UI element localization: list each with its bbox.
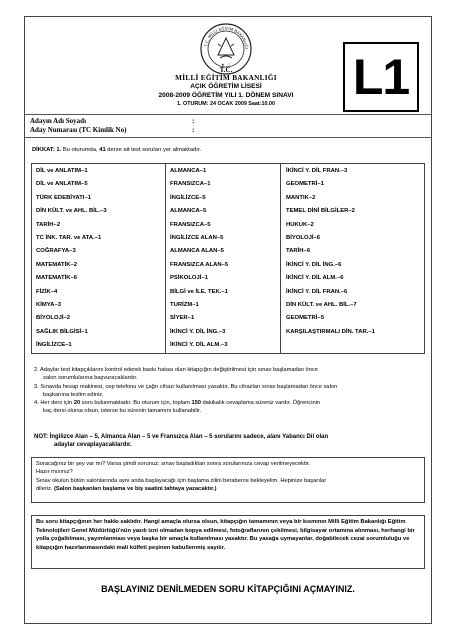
subject-item: DİN KÜLT. ve AHL. BİL.–7	[286, 302, 357, 308]
note-2-text: 2. Adaylar test kitapçıklarını kontrol ederek baskı hatası olan kitapçığın değiştirilmesi için sınav başlamadan önce	[34, 367, 318, 373]
subject-item: FRANSIZCA–1	[170, 181, 211, 188]
dikkat-text-b: derse ait test soruları yer almaktadır.	[105, 147, 202, 153]
subject-item: İKİNCİ Y. DİL İNG.–3	[170, 328, 226, 335]
footer-warning: BAŞLAYINIZ DENİLMEDEN SORU KİTAPÇIĞINI AÇMAYINIZ.	[101, 584, 355, 594]
language-note-line-2: adaylar cevaplayacaklardır.	[54, 442, 132, 448]
note-3-cont: başkanına teslim ediniz.	[43, 391, 104, 398]
subject-item: İNGİLİZCE ALAN–5	[170, 235, 224, 241]
student-number-row[interactable]	[30, 126, 195, 134]
subject-item: SAĞLIK BİLGİSİ–1	[36, 328, 88, 335]
language-note	[34, 433, 414, 449]
subject-item: İKİNCİ Y. DİL ALM.–3	[170, 342, 228, 349]
subject-item: COĞRAFYA–3	[36, 248, 76, 255]
subject-item: FRANSIZCA–5	[170, 221, 211, 228]
note-4-minutes: 150	[191, 400, 201, 407]
note-4-b: soru bulunmaktadır. Bu oturum için, toplam	[80, 400, 192, 407]
subject-item: TC İNK. TAR. ve ATA.–1	[36, 235, 102, 241]
subject-item: BİLGİ ve İLE. TEK.–1	[170, 288, 228, 295]
dikkat-text-a: Bu oturumda,	[61, 147, 100, 153]
language-note-line-1: NOT: İngilizce Alan – 5, Almanca Alan – 5 ve Fransızca Alan – 5 sorularını sadece, alanı Yabancı Dil olan	[34, 434, 329, 440]
subject-item: DİL ve ANLATIM–5	[36, 181, 88, 188]
question-box	[31, 457, 425, 503]
note-4-a: 4. Her ders için	[34, 400, 74, 407]
subject-item: TÜRK EDEBİYATI–1	[36, 194, 91, 201]
question-line-1: Soracağınız bir şey var mı? Varsa şimdi sorunuz; sınav başladıktan sonra sorularınıza cevap verilmeyecektir.	[36, 461, 310, 467]
note-4-count: 20	[73, 400, 81, 407]
question-line-2: Hazır mısınız?	[36, 469, 73, 476]
subject-item: İKİNCİ Y. DİL FRAN.–6	[286, 288, 348, 295]
subject-item: GEOMETRİ–5	[286, 315, 324, 322]
svg-text:☾: ☾	[228, 62, 232, 67]
note-2-cont: salon sorumlularına başvuracaklardır.	[43, 375, 138, 382]
subject-item: MATEMATİK–2	[36, 261, 78, 268]
header-session: 1. OTURUM: 24 OCAK 2009 Saat:10.00	[177, 101, 275, 107]
dikkat-line	[32, 147, 201, 153]
instructions	[34, 366, 420, 416]
question-line-3: Sınav okulun bütün salonlarında aynı anda başlayacağı için başlama zilini beraberce bekleyelim. Hepinize başarılar	[36, 477, 327, 484]
svg-text:★: ★	[221, 62, 225, 67]
note-4	[34, 399, 420, 407]
student-divider	[24, 137, 432, 138]
subject-item: ALMANCA ALAN–5	[170, 248, 224, 255]
student-name-label: Adayın Adı Soyadı	[30, 117, 87, 125]
copyright-text: Bu soru kitapçığının her hakkı saklıdır. Hangi amaçla olursa olsun, kitapçığın tamamının veya bir kısmının Milli Eğitim Bakanlığı Eğitim Teknolojileri Genel Müdürlüğü'nün yazılı izni olmadan kopya edilmesi, fotoğraflarının çekilmesi, bilgisayar ortamına alınması, herhangi bir yolla çoğaltılması, yayımlanması veya başka bir amaçla kullanılması yasaktır. Bu yasağa uymayanlar, doğabilecek cezai sorumluluğu ve kitapçığın hazırlanmasındaki mali külfeti peşinen kabullenmiş sayılır.	[36, 519, 415, 551]
header-divider	[24, 114, 432, 115]
subject-item: MATEMATİK–6	[36, 275, 78, 282]
subject-item: KARŞILAŞTIRMALI DİN. TAR.–1	[286, 328, 375, 335]
header-tc: T.C.	[219, 66, 233, 74]
subject-item: HUKUK–2	[286, 221, 314, 228]
subject-item: SİYER–1	[170, 315, 195, 322]
subject-item: İNGİLİZCE–1	[36, 342, 72, 349]
subject-item: İKİNCİ Y. DİL ALM.–6	[286, 275, 344, 282]
dikkat-label: DİKKAT: 1.	[32, 147, 62, 153]
header-ministry: MİLLİ EĞİTİM BAKANLIĞI	[175, 74, 277, 82]
subject-item: TEMEL DİNİ BİLGİLER–2	[286, 208, 355, 215]
subject-column-1	[32, 164, 166, 353]
note-4-c: dakikalık cevaplama süreniz vardır. Öğrencinin	[200, 400, 321, 407]
subject-item: KİMYA–3	[36, 302, 61, 308]
subject-item: FRANSIZCA ALAN–5	[170, 261, 229, 268]
header-term: 2008-2009 ÖĞRETİM YILI 1. DÖNEM SINAVI	[158, 92, 294, 99]
subject-item: FİZİK–4	[36, 288, 58, 295]
subject-item: BİYOLOJİ–2	[36, 315, 71, 322]
subject-item: PSİKOLOJİ–1	[170, 275, 208, 282]
subject-item: MANTIK–2	[286, 194, 316, 201]
subject-item: TARİH–6	[286, 248, 311, 255]
copyright-box	[31, 515, 425, 569]
subject-item: İKİNCİ Y. DİL FRAN.–3	[286, 168, 348, 174]
question-line-4	[36, 485, 420, 493]
subject-item: BİYOLOJİ–6	[286, 235, 321, 241]
note-2	[34, 366, 420, 374]
note-4-cont: kaç dersi olursa olsun, isterse bu sürenin tamamını kullanabilir.	[43, 408, 202, 415]
subject-item: TARİH–2	[36, 221, 61, 228]
subject-item: İNGİLİZCE–5	[170, 194, 206, 201]
subject-column-2	[166, 164, 281, 353]
subject-table	[31, 163, 425, 354]
booklet-code: L1	[343, 42, 419, 112]
question-line-4a: dileriz.	[36, 485, 55, 492]
student-name-colon: :	[192, 117, 195, 125]
subject-item: ALMANCA–1	[170, 168, 207, 174]
student-name-row[interactable]	[30, 117, 195, 125]
note-3: 3. Sınavda hesap makinesi, cep telefonu ve çağrı cihazı kullanılması yasaktır. Bu cihazları sınav başlamadan önce salon	[34, 383, 338, 390]
dikkat-count: 41	[99, 147, 106, 153]
student-number-colon: :	[192, 126, 195, 134]
subject-item: ALMANCA–5	[170, 208, 207, 215]
question-line-4b: (Salon başkanları başlama ve biş saatini tahtaya yazacaktır.)	[54, 485, 217, 492]
header-school: AÇIK ÖĞRETİM LİSESİ	[190, 83, 262, 90]
subject-item: İKİNCİ Y. DİL İNG.–6	[286, 261, 342, 268]
subject-item: GEOMETRİ–1	[286, 181, 324, 188]
svg-text:T.C. MİLLİ EĞİTİM BAKANLIĞI: T.C. MİLLİ EĞİTİM BAKANLIĞI	[203, 25, 250, 50]
subject-item: DİN KÜLT. ve AHL. BİL.–3	[36, 208, 107, 215]
student-number-label: Aday Numarası (TC Kimlik No)	[30, 126, 127, 134]
subject-item: TURİZM–1	[170, 302, 199, 308]
subject-item: DİL ve ANLATIM–1	[36, 168, 88, 174]
